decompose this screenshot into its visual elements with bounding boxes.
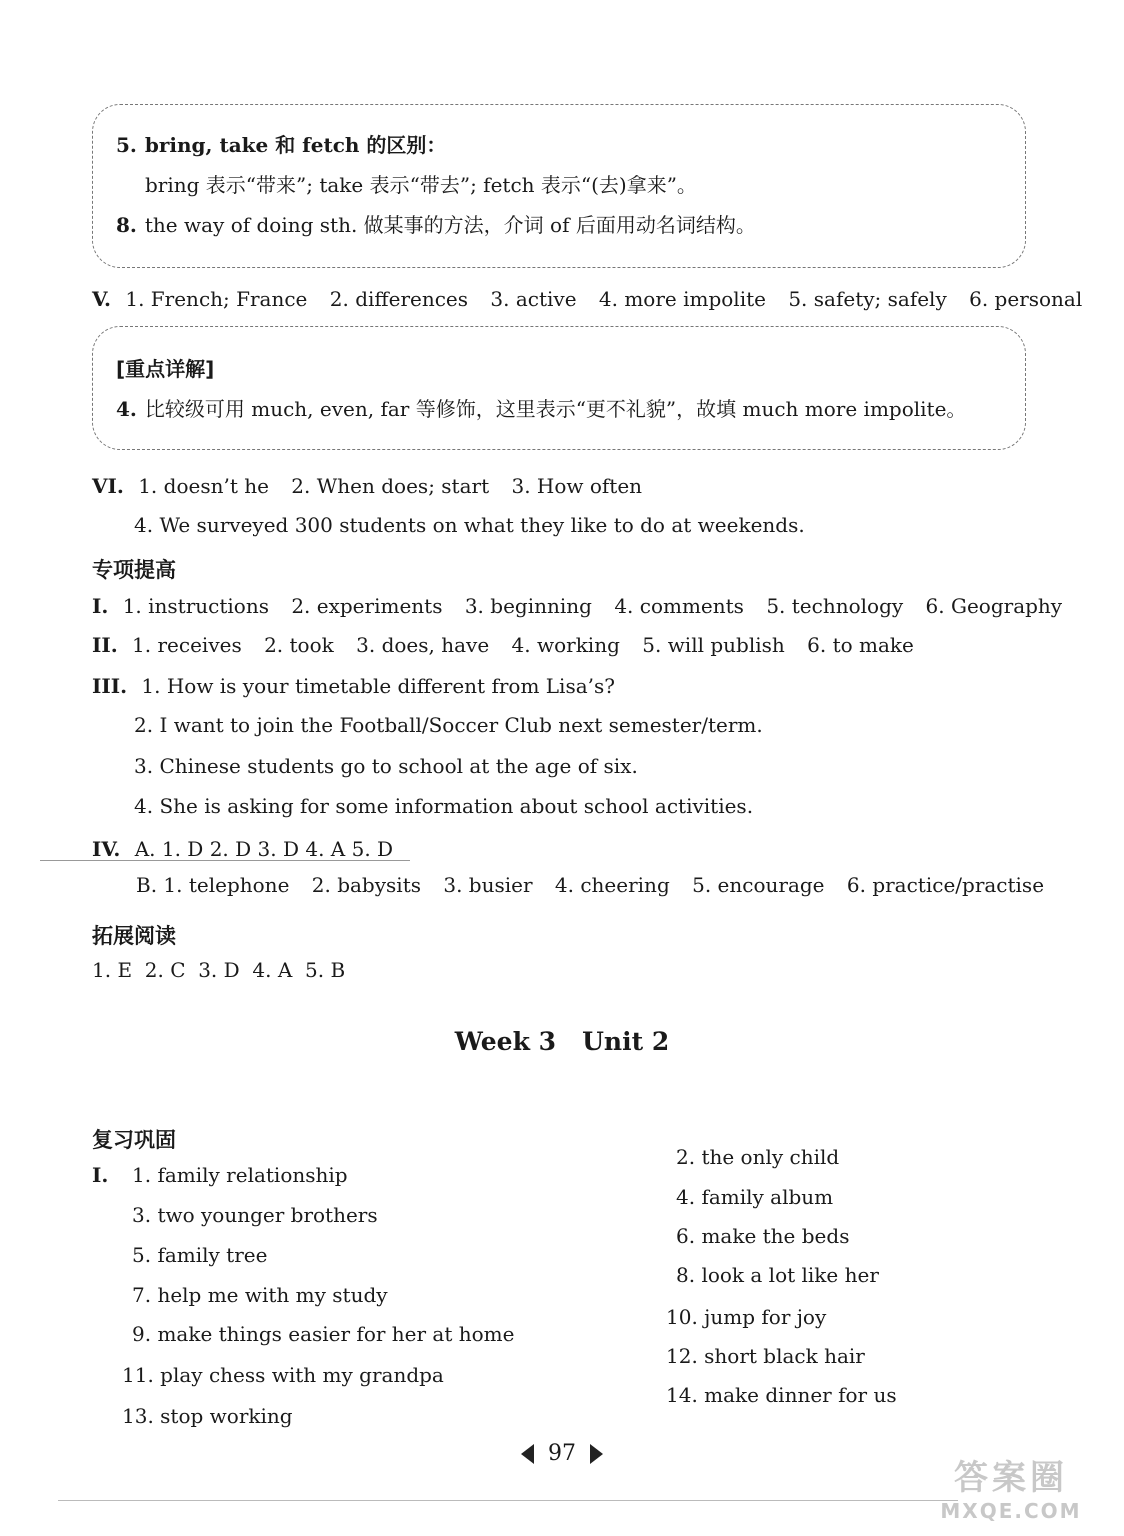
- answer-item: 4. working: [511, 633, 620, 657]
- section-iii-line-3: 3. Chinese students go to school at the age of six.: [134, 754, 638, 778]
- fuxi-item: 4. family album: [676, 1185, 834, 1209]
- fuxi-item: 7. help me with my study: [132, 1283, 388, 1307]
- fuxi-item: 11. play chess with my grandpa: [122, 1363, 444, 1387]
- fuxi-item: 3. two younger brothers: [132, 1203, 378, 1227]
- answer-item: 1. French; France: [125, 287, 308, 311]
- section-iv-line-a: [92, 836, 393, 862]
- answer-item: 2. took: [264, 633, 334, 657]
- section-label: I.: [92, 594, 109, 618]
- tuozhan-answers: 1. E 2. C 3. D 4. A 5. B: [92, 958, 346, 982]
- section-ii: [92, 632, 914, 658]
- fuxi-item: 13. stop working: [122, 1404, 293, 1428]
- fuxi-item: 9. make things easier for her at home: [132, 1322, 515, 1346]
- week-unit-title: Week 3 Unit 2: [454, 1027, 670, 1056]
- watermark-url: MXQE.COM: [940, 1499, 1082, 1523]
- fuxi-item: 2. the only child: [676, 1145, 840, 1169]
- box1-line-2: bring 表示“带来”; take 表示“带去”; fetch 表示“(去)拿来”。: [145, 173, 697, 197]
- section-label: V.: [92, 287, 111, 311]
- watermark-text: 答案圈: [954, 1458, 1068, 1498]
- answer-item: A. 1. D 2. D 3. D 4. A 5. D: [134, 837, 394, 861]
- answer-item: 1. doesn’t he: [138, 474, 269, 498]
- box2-heading: [重点详解]: [116, 357, 215, 381]
- answer-item: 4. cheering: [554, 873, 670, 897]
- answer-item: 3. active: [490, 287, 577, 311]
- section-iii-line-2: 2. I want to join the Football/Soccer Club next semester/term.: [134, 713, 763, 737]
- answer-item: 2. experiments: [291, 594, 443, 618]
- section-iii-line-1: [92, 673, 615, 699]
- answer-item: 6. practice/practise: [846, 873, 1045, 897]
- answer-item: 3. beginning: [464, 594, 592, 618]
- answer-item: 2. babysits: [311, 873, 421, 897]
- section-heading-zhuanxiang: 专项提高: [92, 558, 176, 582]
- section-iv-line-b: [136, 872, 1044, 898]
- answer-item: 1. receives: [132, 633, 242, 657]
- fuxi-item: 14. make dinner for us: [666, 1383, 897, 1407]
- section-label: II.: [92, 633, 118, 657]
- fuxi-item: 8. look a lot like her: [676, 1263, 879, 1287]
- answer-item: 4. comments: [614, 594, 744, 618]
- section-iii-line-4: 4. She is asking for some information about school activities.: [134, 794, 754, 818]
- next-page-icon[interactable]: [590, 1444, 603, 1464]
- footer-rule: [58, 1500, 958, 1501]
- answer-item: 3. How often: [511, 474, 643, 498]
- fuxi-item: 1. family relationship: [132, 1163, 348, 1187]
- section-heading-fuxi: 复习巩固: [92, 1128, 176, 1152]
- section-label: VI.: [92, 474, 124, 498]
- answer-item: 6. personal: [969, 287, 1083, 311]
- section-vi-line-2: 4. We surveyed 300 students on what they like to do at weekends.: [134, 513, 805, 537]
- section-label: IV.: [92, 837, 121, 861]
- fuxi-item: 10. jump for joy: [666, 1305, 827, 1329]
- explanation-box-2: [92, 326, 1026, 450]
- box1-line-3-text: the way of doing sth. 做某事的方法，介词 of 后面用动名词结构。: [144, 213, 756, 237]
- box2-line: [116, 396, 966, 422]
- box1-line-3: [116, 212, 756, 238]
- fuxi-item: 5. family tree: [132, 1243, 268, 1267]
- section-heading-tuozhan: 拓展阅读: [92, 924, 176, 948]
- fuxi-item: 12. short black hair: [666, 1344, 865, 1368]
- answer-item: 5. safety; safely: [788, 287, 947, 311]
- box2-line-text: 比较级可用 much, even, far 等修饰，这里表示“更不礼貌”，故填 much more impolite。: [144, 397, 967, 421]
- answer-item: 5. encourage: [692, 873, 825, 897]
- answer-item: 2. When does; start: [291, 474, 490, 498]
- answer-item: 2. differences: [329, 287, 469, 311]
- answer-item: 1. instructions: [122, 594, 269, 618]
- page-number: 97: [548, 1441, 576, 1466]
- answer-item: 3. does, have: [356, 633, 490, 657]
- answer-item: 5. will publish: [642, 633, 785, 657]
- answer-item: 6. Geography: [925, 594, 1063, 618]
- answer-item: 5. technology: [766, 594, 904, 618]
- box1-item-number: 8.: [116, 213, 137, 237]
- previous-page-icon[interactable]: [521, 1444, 534, 1464]
- section-i: [92, 593, 1062, 619]
- box1-line-1-text: bring, take 和 fetch 的区别：: [144, 133, 447, 157]
- box2-item-number: 4.: [116, 397, 137, 421]
- fuxi-section-label: I.: [92, 1163, 109, 1187]
- answer-item: 6. to make: [807, 633, 914, 657]
- fuxi-item: 6. make the beds: [676, 1224, 850, 1248]
- answer-item: B. 1. telephone: [136, 873, 290, 897]
- section-label: III.: [92, 674, 128, 698]
- box1-item-number: 5.: [116, 133, 137, 157]
- answer-item: 3. busier: [443, 873, 533, 897]
- section-v: [92, 286, 1082, 312]
- section-vi-line-1: [92, 473, 642, 499]
- answer-item: 1. How is your timetable different from Lisa’s?: [141, 674, 615, 698]
- box1-line-1: [116, 132, 446, 158]
- watermark-logo: [916, 1450, 1106, 1530]
- answer-item: 4. more impolite: [598, 287, 766, 311]
